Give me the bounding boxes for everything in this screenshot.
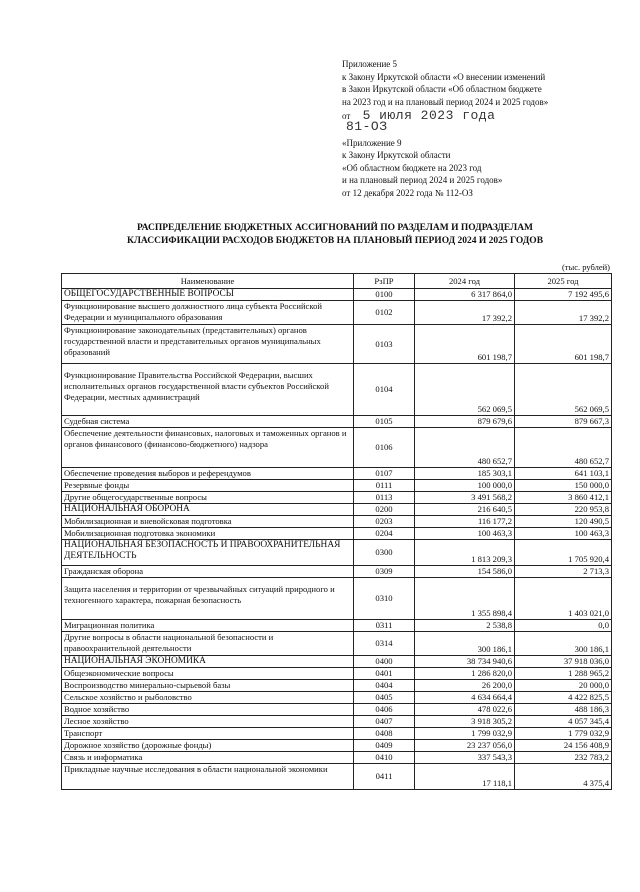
row-name: Прикладные научные исследования в области национальной экономики (62, 764, 354, 790)
row-value-2024: 4 634 664,4 (415, 692, 515, 704)
table-row (62, 301, 612, 325)
row-value-2024: 100 000,0 (415, 480, 515, 492)
row-value-2025: 3 860 412,1 (515, 492, 612, 504)
row-name: Миграционная политика (62, 620, 354, 632)
table-row (62, 325, 612, 364)
table-row (62, 578, 612, 620)
row-code: 0310 (354, 578, 415, 620)
row-name: Общеэкономические вопросы (62, 668, 354, 680)
row-code: 0200 (354, 504, 415, 516)
row-name: Обеспечение деятельности финансовых, налоговых и таможенных органов и органов финансового (финансово-бюджетного) надзора (62, 428, 354, 468)
appendix-label: Приложение 5 (342, 59, 398, 69)
row-value-2025: 4 375,4 (515, 764, 612, 790)
row-name: Мобилизационная и вневойсковая подготовка (62, 516, 354, 528)
row-value-2025: 7 192 495,6 (515, 289, 612, 301)
title-line: КЛАССИФИКАЦИИ РАСХОДОВ БЮДЖЕТОВ НА ПЛАНОВЫЙ ПЕРИОД 2024 И 2025 ГОДОВ (126, 236, 544, 246)
table-row (62, 668, 612, 680)
table-header-row (62, 274, 612, 289)
table-row (62, 528, 612, 540)
adoption-date-row (342, 110, 632, 133)
row-name: Мобилизационная подготовка экономики (62, 528, 354, 540)
table-row (62, 566, 612, 578)
row-value-2025: 232 783,2 (515, 752, 612, 764)
row-code: 0400 (354, 656, 415, 668)
row-value-2025: 220 953,8 (515, 504, 612, 516)
sub-reference-line: к Закону Иркутской области (342, 150, 451, 161)
row-value-2024: 26 200,0 (415, 680, 515, 692)
row-value-2024: 3 918 305,2 (415, 716, 515, 728)
row-code: 0113 (354, 492, 415, 504)
row-value-2024: 154 586,0 (415, 566, 515, 578)
title-line: РАСПРЕДЕЛЕНИЕ БЮДЖЕТНЫХ АССИГНОВАНИЙ ПО РАЗДЕЛАМ И ПОДРАЗДЕЛАМ (136, 223, 534, 233)
table-row (62, 428, 612, 468)
row-code: 0405 (354, 692, 415, 704)
row-code: 0103 (354, 325, 415, 364)
row-value-2024: 3 491 568,2 (415, 492, 515, 504)
row-name: Функционирование высшего должностного лица субъекта Российской Федерации и муниципального образования (62, 301, 354, 325)
header-name: Наименование (62, 274, 354, 289)
table-row (62, 492, 612, 504)
row-value-2024: 478 022,6 (415, 704, 515, 716)
row-value-2024: 23 237 056,0 (415, 740, 515, 752)
row-value-2025: 100 463,3 (515, 528, 612, 540)
row-value-2025: 4 422 825,5 (515, 692, 612, 704)
table-row (62, 289, 612, 301)
row-value-2025: 37 918 036,0 (515, 656, 612, 668)
row-value-2024: 1 799 032,9 (415, 728, 515, 740)
row-name: Другие общегосударственные вопросы (62, 492, 354, 504)
table-row (62, 364, 612, 416)
row-value-2024: 337 543,3 (415, 752, 515, 764)
row-name: Воспроизводство минерально-сырьевой базы (62, 680, 354, 692)
row-code: 0408 (354, 728, 415, 740)
row-value-2025: 1 705 920,4 (515, 540, 612, 566)
row-value-2024: 2 538,8 (415, 620, 515, 632)
row-value-2024: 562 069,5 (415, 364, 515, 416)
row-code: 0410 (354, 752, 415, 764)
table-row (62, 480, 612, 492)
row-name: Судебная система (62, 416, 354, 428)
table-row (62, 680, 612, 692)
law-reference-line: в Закон Иркутской области «Об областном бюджете (342, 84, 542, 95)
row-value-2024: 38 734 940,6 (415, 656, 515, 668)
row-value-2025: 1 288 965,2 (515, 668, 612, 680)
row-value-2025: 879 667,3 (515, 416, 612, 428)
row-value-2025: 2 713,3 (515, 566, 612, 578)
row-name: Защита населения и территории от чрезвычайных ситуаций природного и техногенного характера, пожарная безопасность (62, 578, 354, 620)
row-code: 0411 (354, 764, 415, 790)
table-row (62, 656, 612, 668)
row-value-2025: 1 403 021,0 (515, 578, 612, 620)
header-2025: 2025 год (515, 274, 612, 289)
document-title (60, 222, 610, 248)
stamped-law-number: 81-ОЗ (346, 118, 388, 134)
row-code: 0204 (354, 528, 415, 540)
row-name: Транспорт (62, 728, 354, 740)
table-row (62, 632, 612, 656)
table-row (62, 752, 612, 764)
row-value-2024: 216 640,5 (415, 504, 515, 516)
header-code: РзПР (354, 274, 415, 289)
row-name: Лесное хозяйство (62, 716, 354, 728)
row-code: 0404 (354, 680, 415, 692)
row-value-2025: 17 392,2 (515, 301, 612, 325)
row-code: 0401 (354, 668, 415, 680)
table-row (62, 416, 612, 428)
row-name: НАЦИОНАЛЬНАЯ ОБОРОНА (62, 504, 354, 516)
row-code: 0314 (354, 632, 415, 656)
row-code: 0102 (354, 301, 415, 325)
original-appendix-reference (342, 137, 632, 200)
row-name: НАЦИОНАЛЬНАЯ ЭКОНОМИКА (62, 656, 354, 668)
row-value-2025: 1 779 032,9 (515, 728, 612, 740)
sub-reference-line: «Приложение 9 (342, 137, 402, 148)
sub-reference-line: «Об областном бюджете на 2023 год (342, 162, 482, 173)
table-row (62, 516, 612, 528)
row-name: Водное хозяйство (62, 704, 354, 716)
row-name: Резервные фонды (62, 480, 354, 492)
row-value-2025: 601 198,7 (515, 325, 612, 364)
row-value-2025: 300 186,1 (515, 632, 612, 656)
row-value-2024: 480 652,7 (415, 428, 515, 468)
table-row (62, 764, 612, 790)
row-code: 0203 (354, 516, 415, 528)
row-value-2024: 879 679,6 (415, 416, 515, 428)
row-name: ОБЩЕГОСУДАРСТВЕННЫЕ ВОПРОСЫ (62, 289, 354, 301)
law-reference-line: к Закону Иркутской области «О внесении изменений (342, 71, 546, 82)
row-value-2025: 20 000,0 (515, 680, 612, 692)
row-value-2024: 6 317 864,0 (415, 289, 515, 301)
row-code: 0311 (354, 620, 415, 632)
units-note: (тыс. рублей) (561, 262, 610, 272)
row-value-2025: 641 103,1 (515, 468, 612, 480)
row-value-2024: 1 355 898,4 (415, 578, 515, 620)
row-name: Функционирование законодательных (представительных) органов государственной власти и представительных органов муниципальных образований (62, 325, 354, 364)
stamped-date: 5 июля 2023 года (362, 108, 496, 124)
row-code: 0406 (354, 704, 415, 716)
row-value-2024: 601 198,7 (415, 325, 515, 364)
row-value-2025: 150 000,0 (515, 480, 612, 492)
row-value-2024: 185 303,1 (415, 468, 515, 480)
table-row (62, 468, 612, 480)
row-value-2024: 1 813 209,3 (415, 540, 515, 566)
row-name: Функционирование Правительства Российской Федерации, высших исполнительных органов государственной власти субъектов Российской Федерации, местных администраций (62, 364, 354, 416)
table-row (62, 692, 612, 704)
row-name: Связь и информатика (62, 752, 354, 764)
row-code: 0409 (354, 740, 415, 752)
law-reference-line: на 2023 год и на плановый период 2024 и 2025 годов» (342, 96, 549, 107)
row-value-2024: 300 186,1 (415, 632, 515, 656)
row-name: Сельское хозяйство и рыболовство (62, 692, 354, 704)
date-prefix: от (342, 111, 351, 122)
row-value-2025: 488 186,3 (515, 704, 612, 716)
row-value-2024: 100 463,3 (415, 528, 515, 540)
row-code: 0105 (354, 416, 415, 428)
table-row (62, 504, 612, 516)
header-2024: 2024 год (415, 274, 515, 289)
sub-reference-line: от 12 декабря 2022 года № 112-ОЗ (342, 187, 473, 198)
row-value-2024: 17 392,2 (415, 301, 515, 325)
row-value-2024: 116 177,2 (415, 516, 515, 528)
table-row (62, 620, 612, 632)
row-code: 0407 (354, 716, 415, 728)
table-row (62, 740, 612, 752)
row-code: 0111 (354, 480, 415, 492)
row-name: Дорожное хозяйство (дорожные фонды) (62, 740, 354, 752)
table-row (62, 716, 612, 728)
row-value-2025: 0,0 (515, 620, 612, 632)
row-code: 0106 (354, 428, 415, 468)
row-code: 0309 (354, 566, 415, 578)
table-row (62, 704, 612, 716)
row-value-2025: 4 057 345,4 (515, 716, 612, 728)
row-name: НАЦИОНАЛЬНАЯ БЕЗОПАСНОСТЬ И ПРАВООХРАНИТЕЛЬНАЯ ДЕЯТЕЛЬНОСТЬ (62, 540, 354, 566)
row-code: 0104 (354, 364, 415, 416)
row-name: Гражданская оборона (62, 566, 354, 578)
row-code: 0107 (354, 468, 415, 480)
row-name: Другие вопросы в области национальной безопасности и правоохранительной деятельности (62, 632, 354, 656)
table-row (62, 728, 612, 740)
row-value-2025: 562 069,5 (515, 364, 612, 416)
row-value-2024: 17 118,1 (415, 764, 515, 790)
row-value-2025: 120 490,5 (515, 516, 612, 528)
row-code: 0300 (354, 540, 415, 566)
row-code: 0100 (354, 289, 415, 301)
appendix-header (342, 58, 632, 200)
row-value-2025: 480 652,7 (515, 428, 612, 468)
budget-allocation-table (61, 273, 612, 790)
row-name: Обеспечение проведения выборов и референдумов (62, 468, 354, 480)
row-value-2025: 24 156 408,9 (515, 740, 612, 752)
row-value-2024: 1 286 820,0 (415, 668, 515, 680)
sub-reference-line: и на плановый период 2024 и 2025 годов» (342, 175, 503, 186)
table-row (62, 540, 612, 566)
